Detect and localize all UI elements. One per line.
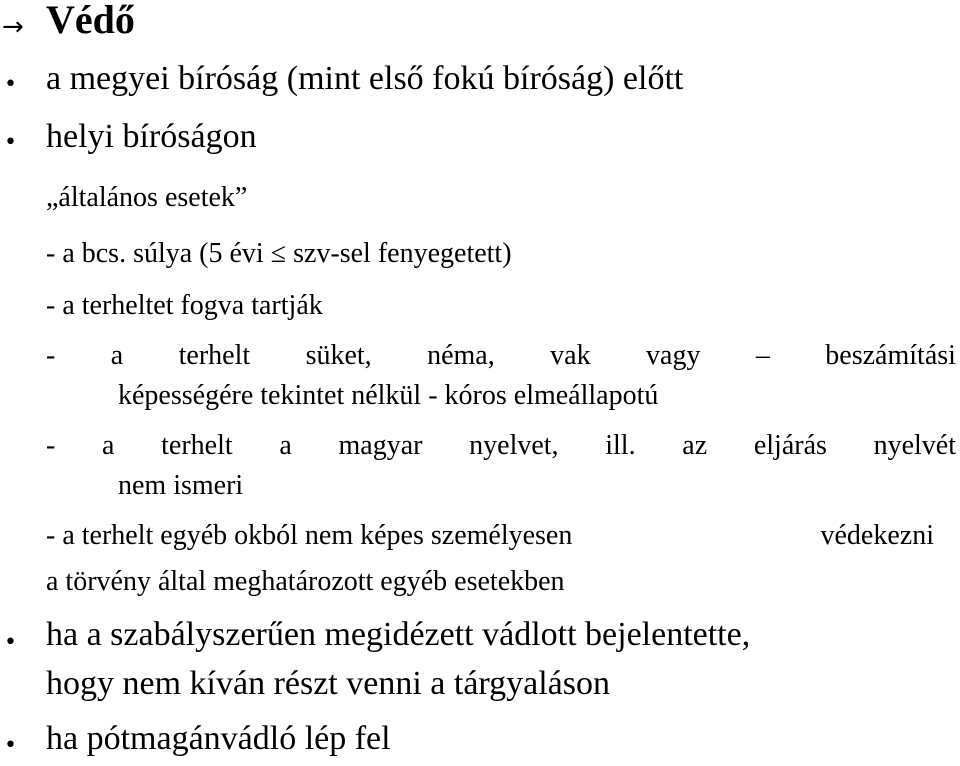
bullet-item-local-court: helyi bíróságon — [46, 118, 257, 155]
word: terhelt — [178, 340, 251, 371]
word: magyar — [338, 430, 423, 461]
word: - — [46, 340, 56, 371]
case-item-detention: - a terheltet fogva tartják — [46, 290, 323, 321]
case-item-other-reason-text: - a terhelt egyéb okból nem képes személyesen — [46, 520, 573, 551]
case-item-language-line2: nem ismeri — [118, 470, 244, 501]
word: vagy — [646, 340, 701, 371]
case-item-disability-line2: képességére tekintet nélkül - kóros elmeállapotú — [118, 380, 659, 411]
word: nyelvét — [873, 430, 956, 461]
word: néma, — [427, 340, 495, 371]
word: süket, — [305, 340, 372, 371]
word: a — [279, 430, 292, 461]
word: az — [682, 430, 708, 461]
page-title: Védő — [46, 0, 135, 42]
case-item-disability-line1 — [46, 340, 956, 372]
word: ill. — [605, 430, 636, 461]
bullet-item-county-court: a megyei bíróság (mint első fokú bíróság) előtt — [46, 60, 684, 97]
word: a — [110, 340, 124, 371]
word: eljárás — [753, 430, 827, 461]
word: terhelt — [161, 430, 233, 461]
word: beszámítási — [825, 340, 956, 371]
word: a — [102, 430, 115, 461]
bullet-icon: • — [4, 130, 17, 155]
word: – — [755, 340, 770, 371]
general-cases-label: „általános esetek” — [46, 182, 248, 213]
word: vak — [550, 340, 591, 371]
bullet-icon: • — [4, 72, 17, 97]
case-item-statutory: a törvény által meghatározott egyéb esetekben — [46, 566, 565, 597]
case-item-other-reason-end: védekezni — [820, 520, 934, 551]
word: - — [46, 430, 56, 461]
case-item-language-line1 — [46, 430, 956, 462]
bullet-item-absent-defendant-line1: ha a szabályszerűen megidézett vádlott bejelentette, — [46, 616, 751, 653]
bullet-item-absent-defendant-line2: hogy nem kíván részt venni a tárgyaláson — [46, 665, 610, 702]
bullet-item-private-prosecutor: ha pótmagánvádló lép fel — [46, 720, 391, 757]
bullet-icon: • — [4, 630, 17, 655]
bullet-icon: • — [4, 733, 17, 758]
case-item-other-reason — [46, 520, 934, 552]
case-item-severity: - a bcs. súlya (5 évi ≤ szv-sel fenyegetett) — [46, 238, 512, 269]
word: nyelvet, — [469, 430, 559, 461]
arrow-right-icon: → — [2, 12, 24, 42]
